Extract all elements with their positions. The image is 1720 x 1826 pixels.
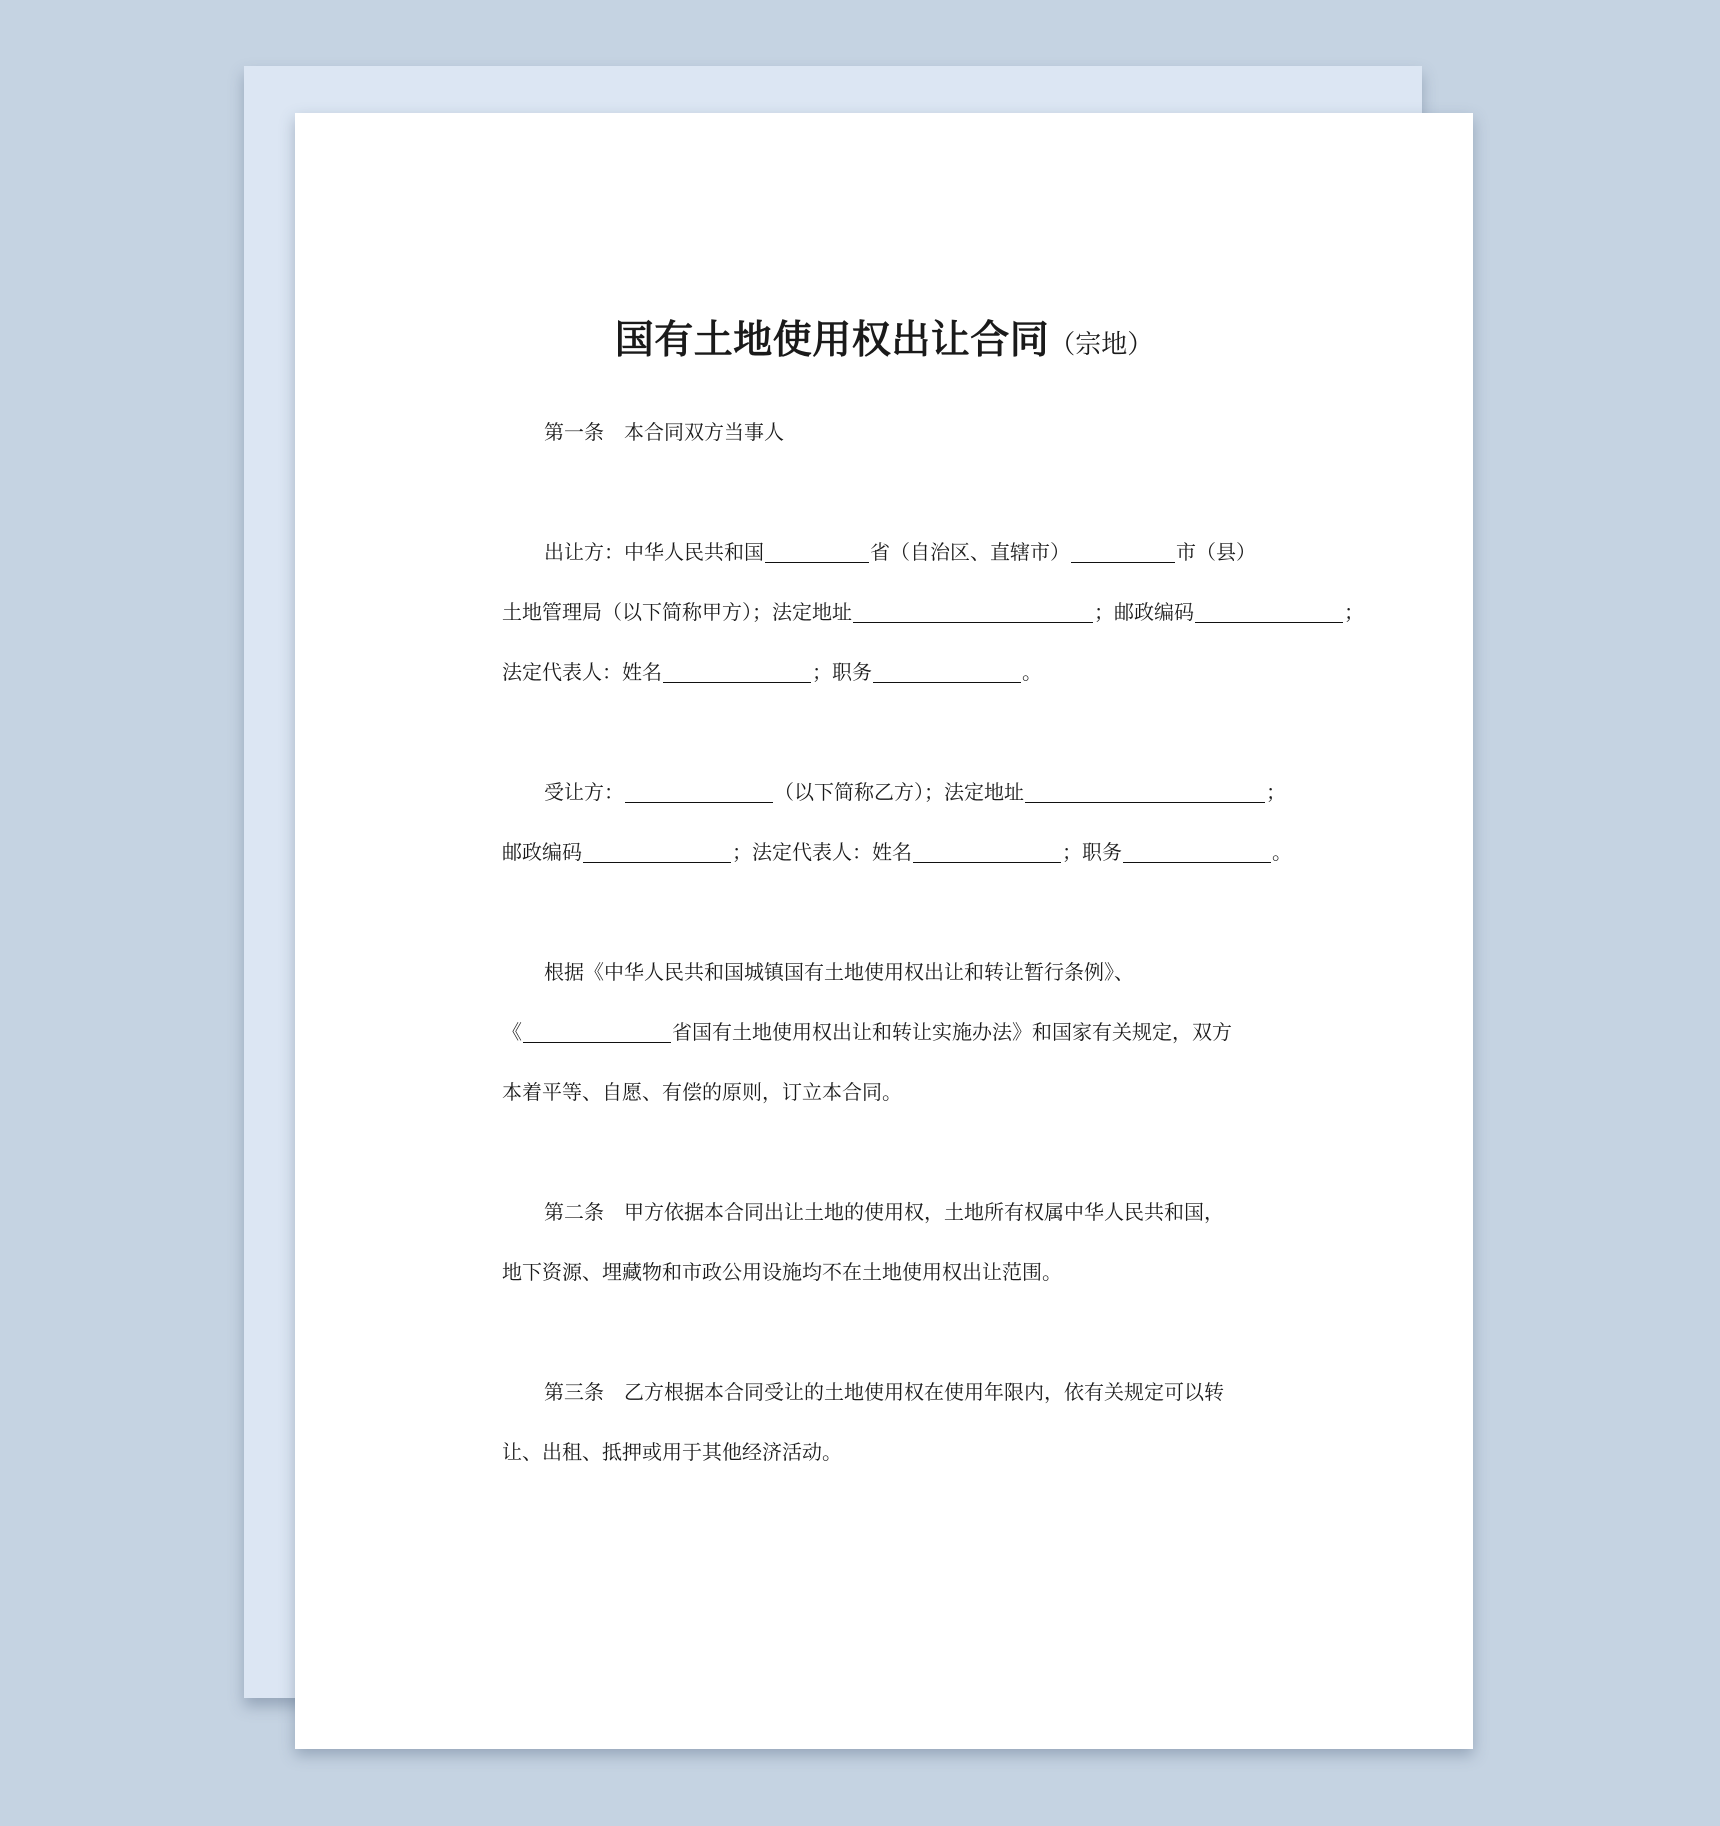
grantor-line-3	[502, 657, 1042, 687]
province-blank[interactable]	[765, 542, 869, 563]
grantee-rep-name-blank[interactable]	[913, 842, 1061, 863]
article2-text-1: 第二条 甲方依据本合同出让土地的使用权，土地所有权属中华人民共和国，	[544, 1200, 1224, 1224]
grantor-address-blank[interactable]	[853, 602, 1093, 623]
grantor-line-1	[544, 537, 1256, 567]
grantee-name-blank[interactable]	[625, 782, 773, 803]
grantor-rep-name-blank[interactable]	[663, 662, 811, 683]
document-title	[295, 309, 1473, 365]
basis-line-3	[502, 1077, 902, 1107]
basis-text-1: 根据《中华人民共和国城镇国有土地使用权出让和转让暂行条例》、	[544, 960, 1134, 984]
title-subtitle: （宗地）	[1049, 330, 1154, 360]
title-main: 国有土地使用权出让合同	[614, 318, 1050, 363]
city-suffix: 市（县）	[1176, 540, 1256, 564]
basis-text-2: 省国有土地使用权出让和转让实施办法》和国家有关规定，双方	[672, 1020, 1232, 1044]
article3-line-1	[544, 1377, 1224, 1407]
city-blank[interactable]	[1071, 542, 1175, 563]
basis-text-3: 本着平等、自愿、有偿的原则，订立本合同。	[502, 1080, 902, 1104]
grantee-line-2	[502, 837, 1292, 867]
basis-open-quote: 《	[502, 1020, 522, 1044]
grantee-rep-title-blank[interactable]	[1123, 842, 1271, 863]
grantor-rep-title-label: ；职务	[812, 660, 872, 684]
grantor-rep-title-blank[interactable]	[873, 662, 1021, 683]
province-suffix: 省（自治区、直辖市）	[870, 540, 1070, 564]
article1-heading-text: 第一条 本合同双方当事人	[544, 420, 784, 444]
grantee-address-label: （以下简称乙方）；法定地址	[774, 780, 1024, 804]
grantee-label: 受让方：	[544, 780, 624, 804]
basis-line-1	[544, 957, 1134, 987]
grantor-postcode-label: ；邮政编码	[1094, 600, 1194, 624]
contract-page	[295, 113, 1473, 1749]
grantor-line-2	[502, 597, 1364, 627]
grantee-line1-end: ；	[1266, 780, 1286, 804]
article2-line-2	[502, 1257, 1062, 1287]
grantee-address-blank[interactable]	[1025, 782, 1265, 803]
grantee-line2-end: 。	[1272, 840, 1292, 864]
article3-line-2	[502, 1437, 842, 1467]
grantor-address-label: 土地管理局（以下简称甲方）；法定地址	[502, 600, 852, 624]
article3-text-2: 让、出租、抵押或用于其他经济活动。	[502, 1440, 842, 1464]
grantee-postcode-label: 邮政编码	[502, 840, 582, 864]
grantee-line-1	[544, 777, 1286, 807]
grantor-line3-end: 。	[1022, 660, 1042, 684]
grantor-rep-name-label: 法定代表人：姓名	[502, 660, 662, 684]
grantee-postcode-blank[interactable]	[583, 842, 731, 863]
grantee-rep-title-label: ；职务	[1062, 840, 1122, 864]
grantee-rep-name-label: ；法定代表人：姓名	[732, 840, 912, 864]
article1-heading	[544, 417, 784, 447]
article2-text-2: 地下资源、埋藏物和市政公用设施均不在土地使用权出让范围。	[502, 1260, 1062, 1284]
basis-line-2	[502, 1017, 1232, 1047]
grantor-label: 出让方：中华人民共和国	[544, 540, 764, 564]
article2-line-1	[544, 1197, 1224, 1227]
article3-text-1: 第三条 乙方根据本合同受让的土地使用权在使用年限内，依有关规定可以转	[544, 1380, 1224, 1404]
grantor-line2-end: ；	[1344, 600, 1364, 624]
basis-province-blank[interactable]	[523, 1022, 671, 1043]
grantor-postcode-blank[interactable]	[1195, 602, 1343, 623]
